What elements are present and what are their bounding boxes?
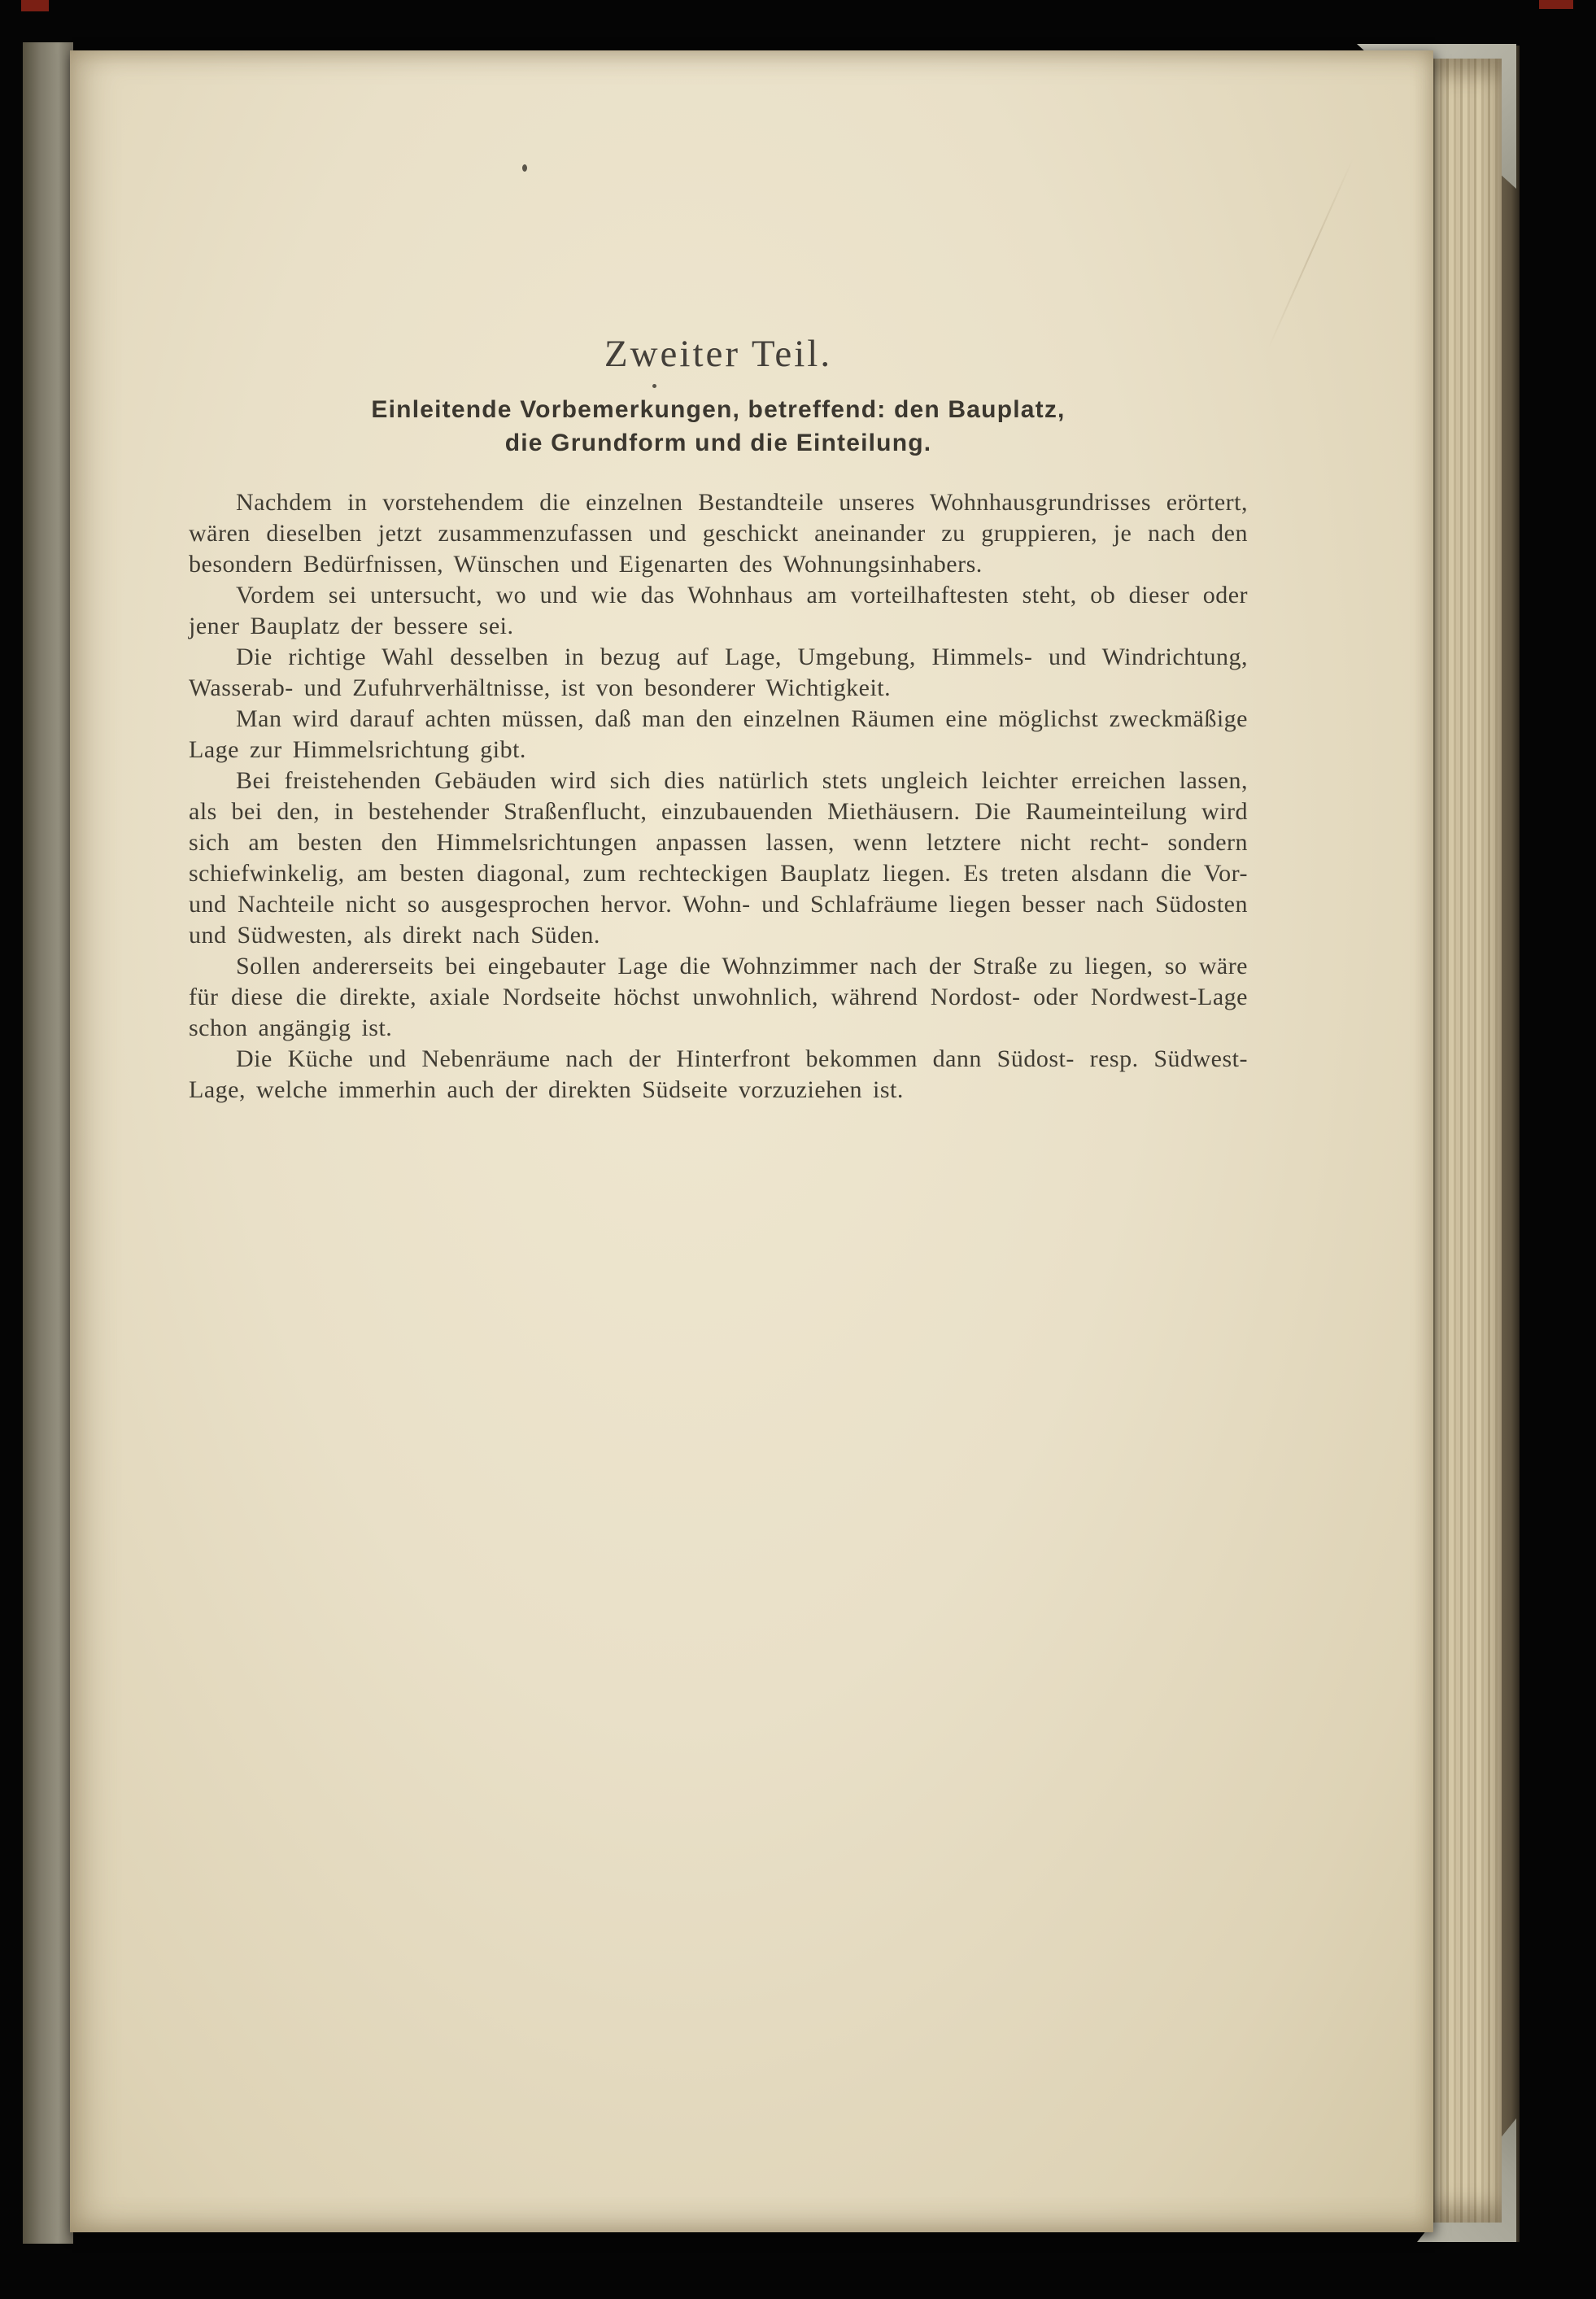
red-corner-mark-right	[1539, 0, 1573, 9]
scan-speck	[522, 164, 527, 172]
paragraph-3: Die richtige Wahl desselben in bezug auf Lage, Umgebung, Himmels- und Windrichtung, Wasserab- und Zufuhrverhältnisse, ist von besonderer Wichtigkeit.	[189, 643, 1248, 701]
book-page	[70, 50, 1433, 2232]
book-spine-edge	[23, 42, 73, 2244]
paragraph-7: Die Küche und Nebenräume nach der Hinterfront bekommen dann Südost- resp. Südwest-Lage, welche immerhin auch der direkten Südseite vorzuziehen ist.	[189, 1045, 1248, 1103]
page-stack-edge	[1428, 59, 1502, 2223]
body-text	[189, 487, 1248, 1106]
subtitle-line-2: die Grundform und die Einteilung.	[504, 429, 932, 456]
paragraph-6: Sollen andererseits bei eingebauter Lage die Wohnzimmer nach der Straße zu liegen, so wäre für diese die direkte, axiale Nordseite höchst unwohnlich, während Nordost- oder Nordwest-Lage schon angängig ist.	[189, 953, 1248, 1041]
page-text-block	[189, 332, 1248, 1106]
subtitle-line-1: Einleitende Vorbemerkungen, betreffend: den Bauplatz,	[371, 396, 1066, 423]
paragraph-2: Vordem sei untersucht, wo und wie das Wohnhaus am vorteilhaftesten steht, ob dieser oder jener Bauplatz der bessere sei.	[189, 582, 1248, 639]
paragraph-5: Bei freistehenden Gebäuden wird sich dies natürlich stets ungleich leichter erreichen lassen, als bei den, in bestehender Straßenflucht, einzubauenden Miethäusern. Die Raumeinteilung wird sich am besten den Himmelsrichtungen anpassen lassen, wenn letztere nicht recht- sondern schiefwinkelig, am besten diagonal, zum rechteckigen Bauplatz liegen. Es treten alsdann die Vor- und Nachteile nicht so ausgesprochen hervor. Wohn- und Schlafräume liegen besser nach Südosten und Südwesten, als direkt nach Süden.	[189, 767, 1248, 949]
red-corner-mark-left	[21, 0, 49, 11]
section-subtitle	[189, 394, 1248, 460]
section-title: Zweiter Teil.	[604, 333, 833, 375]
paragraph-4: Man wird darauf achten müssen, daß man den einzelnen Räumen eine möglichst zweckmäßige Lage zur Himmelsrichtung gibt.	[189, 705, 1248, 763]
paragraph-1: Nachdem in vorstehendem die einzelnen Bestandteile unseres Wohnhausgrundrisses erörtert, wären dieselben jetzt zusammenzufassen und geschickt aneinander zu gruppieren, je nach den besondern Bedürfnissen, Wünschen und Eigenarten des Wohnungsinhabers.	[189, 489, 1248, 578]
